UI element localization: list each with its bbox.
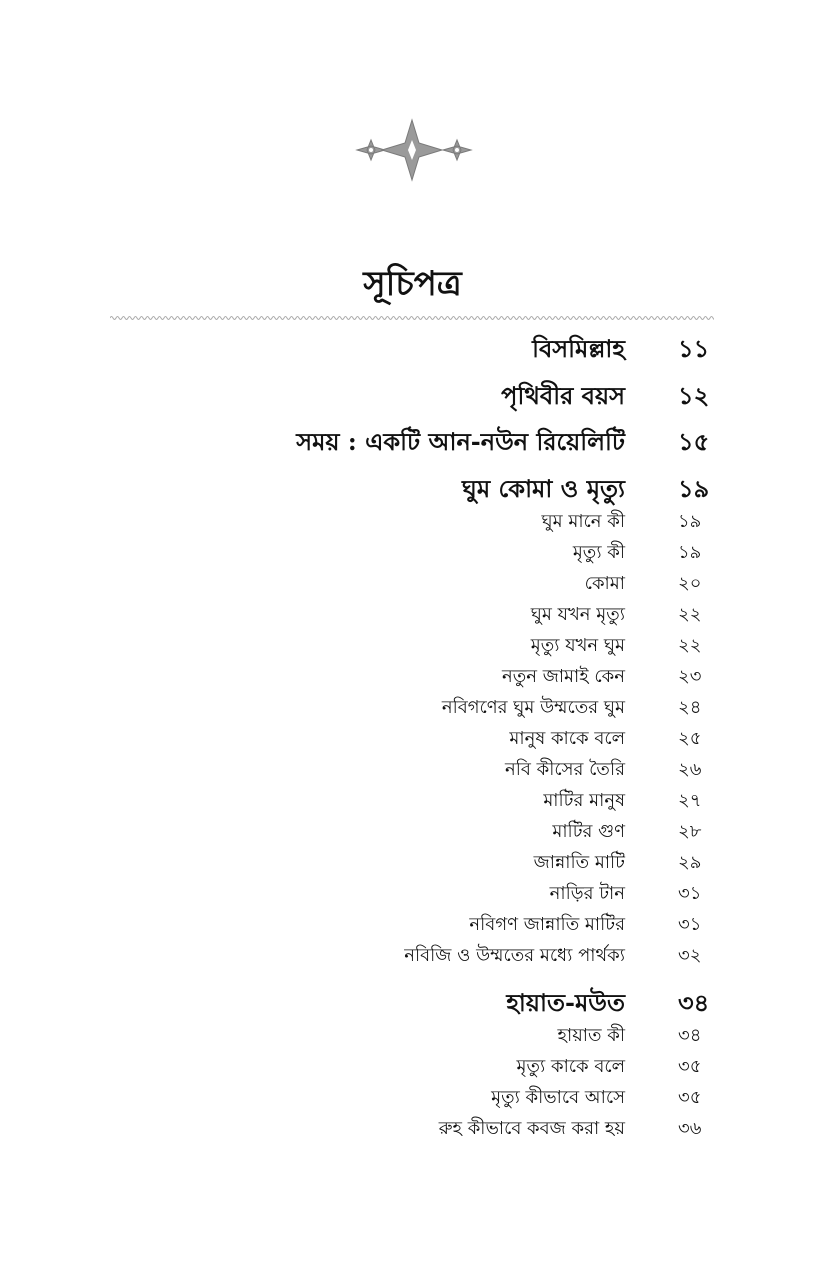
section-page-number: ৩৪ — [678, 1025, 702, 1046]
section-page-number: ১৯ — [678, 511, 702, 532]
section-page-number: ৩১ — [678, 914, 702, 935]
section-title: ঘুম মানে কী — [541, 511, 625, 532]
section-title: নবিগণের ঘুম উম্মতের ঘুম — [441, 697, 625, 718]
section-title: মৃত্যু কীভাবে আসে — [491, 1087, 625, 1108]
chapter-page-number: ১২ — [678, 381, 710, 410]
chapter-title: হায়াত-মউত — [506, 988, 625, 1017]
section-title: নবিগণ জান্নাতি মাটির — [469, 914, 625, 935]
section-title: মাটির গুণ — [552, 821, 625, 842]
wavy-divider — [110, 313, 714, 323]
star-ornament-icon — [343, 118, 481, 182]
toc-section-row — [0, 941, 825, 971]
section-title: কোমা — [584, 573, 625, 594]
toc-section-row — [0, 910, 825, 940]
section-page-number: ৩৫ — [678, 1087, 702, 1108]
toc-section-row — [0, 693, 825, 723]
toc-section-row — [0, 600, 825, 630]
section-page-number: ২৩ — [678, 666, 702, 687]
chapter-page-number: ৩৪ — [678, 988, 710, 1017]
section-title: মানুষ কাকে বলে — [509, 728, 625, 749]
section-page-number: ২৫ — [678, 728, 702, 749]
section-page-number: ২০ — [678, 573, 702, 594]
section-page-number: ১৯ — [678, 542, 702, 563]
toc-section-row — [0, 507, 825, 537]
toc-section-row — [0, 1021, 825, 1051]
section-page-number: ৩১ — [678, 883, 702, 904]
section-title: রুহ কীভাবে কবজ করা হয় — [438, 1118, 625, 1139]
chapter-title: সময় : একটি আন-নউন রিয়েলিটি — [296, 427, 625, 456]
section-title: নতুন জামাই কেন — [502, 666, 625, 687]
page-title: সূচিপত্র — [363, 264, 462, 304]
toc-chapter-row — [0, 427, 825, 457]
chapter-title: ঘুম কোমা ও মৃত্যু — [462, 474, 625, 503]
chapter-page-number: ১৯ — [678, 474, 710, 503]
section-page-number: ২৭ — [678, 790, 702, 811]
section-title: মৃত্যু যখন ঘুম — [530, 635, 625, 656]
section-title: মৃত্যু কী — [572, 542, 625, 563]
toc-chapter-row — [0, 334, 825, 364]
section-page-number: ২২ — [678, 635, 702, 656]
toc-section-row — [0, 1052, 825, 1082]
chapter-page-number: ১১ — [678, 334, 710, 363]
section-title: মাটির মানুষ — [543, 790, 625, 811]
toc-section-row — [0, 817, 825, 847]
toc-section-row — [0, 1114, 825, 1144]
section-title: নবিজি ও উম্মতের মধ্যে পার্থক্য — [404, 945, 625, 966]
section-title: নাড়ির টান — [549, 883, 625, 904]
toc-section-row — [0, 1083, 825, 1113]
section-title: মৃত্যু কাকে বলে — [516, 1056, 625, 1077]
section-page-number: ২৬ — [678, 759, 702, 780]
section-page-number: ৩৫ — [678, 1056, 702, 1077]
toc-section-row — [0, 538, 825, 568]
chapter-page-number: ১৫ — [678, 427, 710, 456]
section-page-number: ২৮ — [678, 821, 702, 842]
toc-section-row — [0, 724, 825, 754]
toc-chapter-row — [0, 474, 825, 504]
chapter-title: বিসমিল্লাহ — [532, 334, 625, 363]
section-page-number: ২৪ — [678, 697, 702, 718]
section-page-number: ৩২ — [678, 945, 702, 966]
toc-chapter-row — [0, 381, 825, 411]
section-title: ঘুম যখন মৃত্যু — [530, 604, 625, 625]
toc-chapter-row — [0, 988, 825, 1018]
toc-section-row — [0, 848, 825, 878]
section-title: নবি কীসের তৈরি — [505, 759, 625, 780]
toc-section-row — [0, 569, 825, 599]
toc-section-row — [0, 879, 825, 909]
chapter-title: পৃথিবীর বয়স — [501, 381, 625, 410]
section-page-number: ৩৬ — [678, 1118, 702, 1139]
toc-section-row — [0, 755, 825, 785]
section-title: হায়াত কী — [557, 1025, 625, 1046]
toc-section-row — [0, 662, 825, 692]
section-page-number: ২২ — [678, 604, 702, 625]
toc-section-row — [0, 786, 825, 816]
section-page-number: ২৯ — [678, 852, 702, 873]
toc-section-row — [0, 631, 825, 661]
section-title: জান্নাতি মাটি — [533, 852, 625, 873]
